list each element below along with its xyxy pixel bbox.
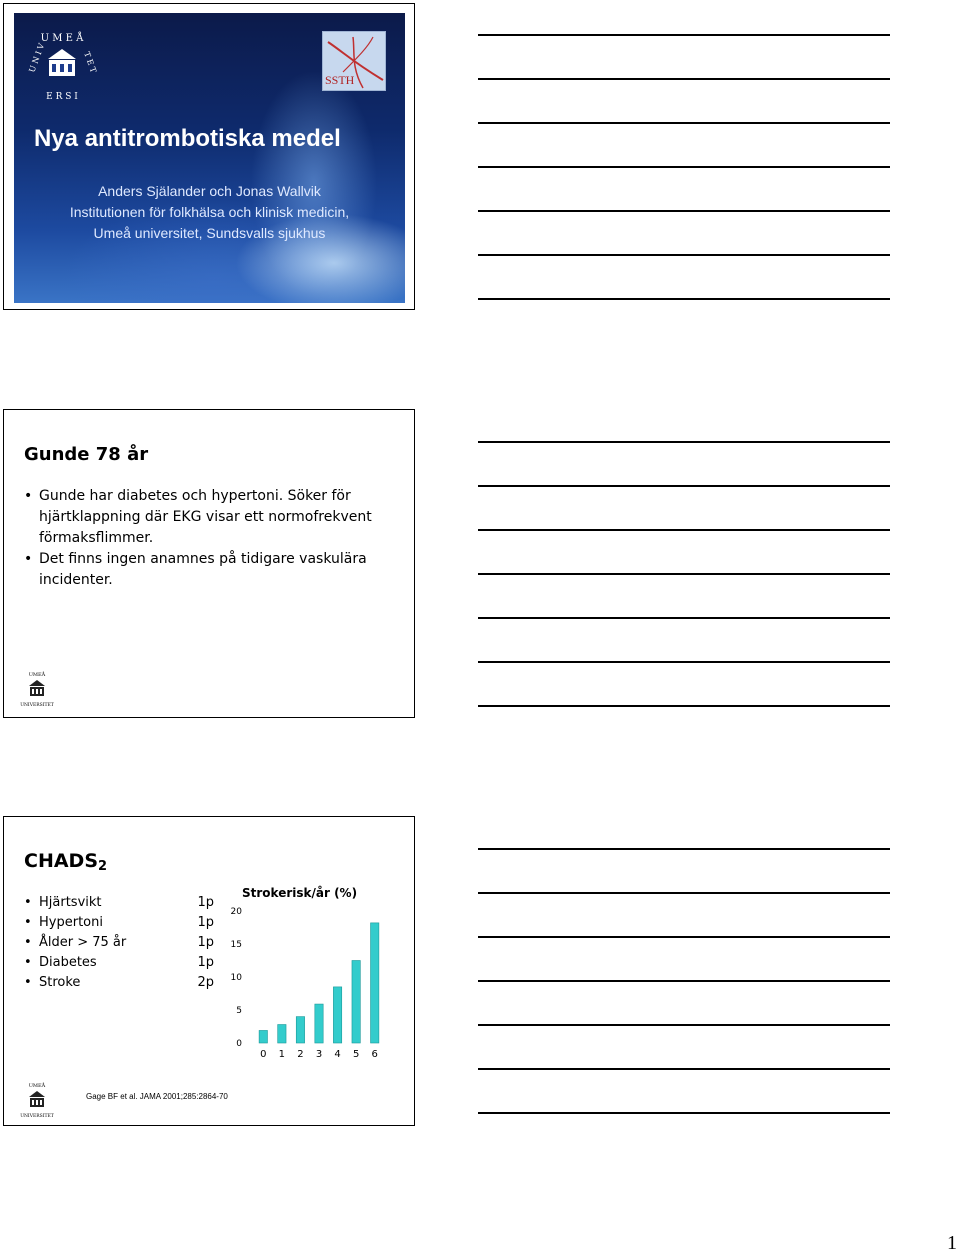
ssth-logo-text: SSTH	[325, 73, 355, 87]
note-line	[478, 122, 890, 124]
chart-title: Strokerisk/år (%)	[242, 886, 358, 900]
note-line	[478, 573, 890, 575]
note-line	[478, 441, 890, 443]
x-tick-label: 3	[315, 1049, 323, 1060]
svg-text:T E T: T E T	[82, 50, 98, 74]
note-line	[478, 892, 890, 894]
y-tick-label: 15	[230, 940, 242, 950]
x-tick-label: 4	[334, 1049, 341, 1060]
slide-heading: Gunde 78 år	[24, 444, 149, 465]
y-tick-label: 5	[236, 1006, 242, 1016]
note-line	[478, 78, 890, 80]
x-tick-label: 1	[278, 1049, 286, 1060]
chart-bar	[333, 987, 341, 1043]
criteria-points: 1p	[197, 955, 214, 970]
criteria-label: • Stroke	[39, 975, 81, 990]
svg-text:UNIVERSITET: UNIVERSITET	[20, 703, 54, 708]
svg-text:U M E Å: U M E Å	[40, 33, 84, 44]
affiliation-line-2: Umeå universitet, Sundsvalls sjukhus	[93, 225, 326, 241]
criteria-points: 1p	[197, 935, 214, 950]
heading-subscript: 2	[98, 859, 108, 874]
criteria-points: 2p	[197, 975, 214, 990]
affiliation-line-1: Institutionen för folkhälsa och klinisk medicin,	[69, 204, 350, 220]
umea-university-logo	[24, 23, 100, 105]
umea-university-logo	[18, 668, 56, 708]
chart-bar	[315, 1004, 323, 1043]
criteria-label: • Hjärtsvikt	[39, 895, 102, 910]
y-tick-label: 20	[230, 907, 242, 917]
svg-text:E R S I: E R S I	[46, 92, 78, 102]
criteria-item	[24, 973, 214, 993]
criteria-item	[24, 953, 214, 973]
bullet-item: • Det finns ingen anamnes på tidigare vaskulära incidenter.	[24, 549, 384, 591]
slide-2	[3, 409, 415, 718]
criteria-item	[24, 933, 214, 953]
note-line	[478, 661, 890, 663]
note-line	[478, 529, 890, 531]
chart-bar	[371, 923, 379, 1043]
note-line	[478, 298, 890, 300]
aurora-background	[14, 13, 405, 303]
note-line	[478, 848, 890, 850]
y-tick-label: 10	[230, 973, 242, 983]
slide-title: Nya antitrombotiska medel	[34, 125, 341, 152]
note-line	[478, 166, 890, 168]
svg-text:U N I V: U N I V	[27, 42, 47, 74]
criteria-label: • Ålder > 75 år	[39, 935, 127, 950]
authors: Anders Själander och Jonas Wallvik	[98, 183, 321, 199]
criteria-label: • Diabetes	[39, 955, 97, 970]
chart-bar	[296, 1017, 304, 1043]
note-line	[478, 254, 890, 256]
note-line	[478, 1024, 890, 1026]
x-tick-label: 0	[260, 1049, 267, 1060]
criteria-label: • Hypertoni	[39, 915, 103, 930]
y-tick-label: 0	[236, 1039, 242, 1049]
slide-1	[3, 3, 415, 310]
x-tick-label: 6	[371, 1049, 378, 1060]
chart-bar	[259, 1030, 267, 1043]
page-number: 1	[947, 1232, 957, 1254]
x-tick-label: 5	[352, 1049, 360, 1060]
note-line	[478, 617, 890, 619]
ssth-logo	[322, 31, 386, 91]
criteria-list	[24, 893, 214, 993]
note-line	[478, 1068, 890, 1070]
note-line	[478, 485, 890, 487]
note-line	[478, 34, 890, 36]
svg-text:UMEÅ: UMEÅ	[28, 1083, 46, 1089]
criteria-item	[24, 893, 214, 913]
criteria-points: 1p	[197, 915, 214, 930]
reference: Gage BF et al. JAMA 2001;285:2864-70	[86, 1092, 228, 1101]
note-line	[478, 210, 890, 212]
chart-bar	[352, 961, 360, 1044]
bullet-list	[24, 486, 384, 591]
svg-text:UNIVERSITET: UNIVERSITET	[20, 1114, 54, 1119]
slide-3	[3, 816, 415, 1126]
x-tick-label: 2	[297, 1049, 304, 1060]
umea-university-logo	[18, 1079, 56, 1119]
note-line	[478, 936, 890, 938]
criteria-item	[24, 913, 214, 933]
note-line	[478, 705, 890, 707]
bullet-item: • Gunde har diabetes och hypertoni. Söker för hjärtklappning där EKG visar ett normofrekvent förmaksflimmer.	[24, 486, 384, 549]
svg-text:UMEÅ: UMEÅ	[28, 672, 46, 678]
stroke-risk-chart	[224, 897, 389, 1069]
chart-bar	[278, 1025, 286, 1043]
criteria-points: 1p	[197, 895, 214, 910]
slide-heading	[24, 850, 107, 874]
note-line	[478, 1112, 890, 1114]
heading-text: CHADS	[24, 850, 99, 872]
note-line	[478, 980, 890, 982]
author-block	[14, 181, 405, 244]
